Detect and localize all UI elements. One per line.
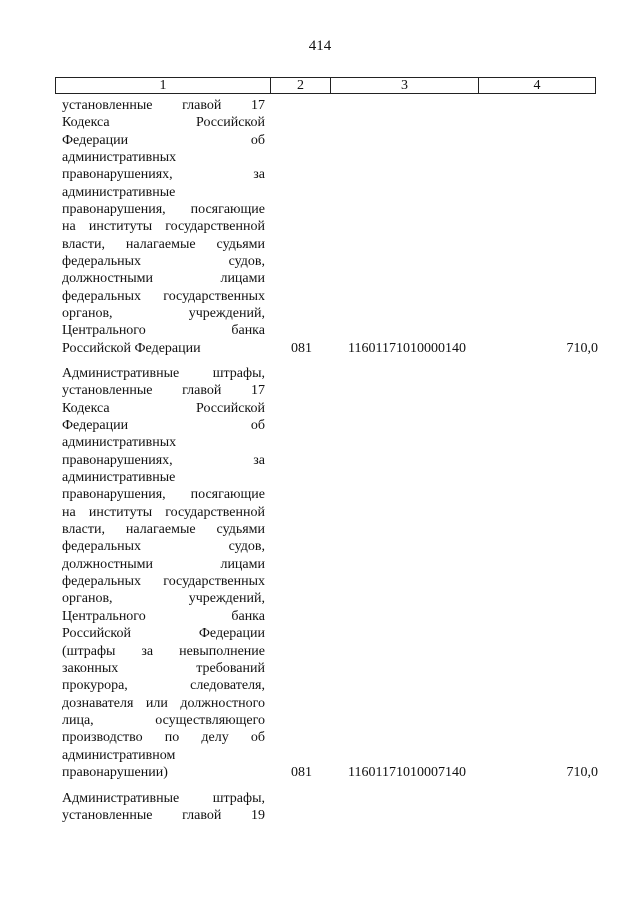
description-line: на институты государственной <box>62 504 265 520</box>
description-line: должностными лицами <box>62 556 265 572</box>
description-line: органов, учреждений, <box>62 591 265 607</box>
description-line: федеральных судов, <box>62 539 265 555</box>
description-line: должностными лицами <box>62 271 265 287</box>
admin-code: 081 <box>291 340 312 356</box>
description-line: Федерации об <box>62 418 265 434</box>
row-description <box>62 365 265 781</box>
table-row <box>62 97 598 357</box>
description-line: установленные главой 17 <box>62 98 265 113</box>
description-line: производство по делу об <box>62 730 265 746</box>
description-line: Административные штрафы, <box>62 366 265 381</box>
description-line: Центрального банка <box>62 608 265 624</box>
description-line: федеральных государственных <box>62 574 265 590</box>
table-row <box>62 790 598 825</box>
description-line: административные <box>62 470 176 486</box>
budget-classification-code: 11601171010000140 <box>348 340 466 356</box>
description-line: правонарушении) <box>62 764 168 780</box>
description-line: дознавателя или должностного <box>62 695 265 711</box>
row-values <box>62 340 598 357</box>
description-line: установленные главой 17 <box>62 383 265 399</box>
description-line: законных требований <box>62 660 265 676</box>
page-number: 414 <box>308 38 332 54</box>
description-line: административные <box>62 184 176 200</box>
table-header-col-3: 3 <box>331 78 479 93</box>
row-description <box>62 97 265 357</box>
table-header-col-4: 4 <box>533 78 541 93</box>
description-line: власти, налагаемые судьями <box>62 522 265 538</box>
description-line: правонарушения, посягающие <box>62 487 265 503</box>
description-line: правонарушения, посягающие <box>62 202 265 218</box>
table-header-row <box>55 77 596 94</box>
row-values <box>62 764 598 781</box>
description-line: административных <box>62 150 177 166</box>
description-line: установленные главой 19 <box>62 808 265 824</box>
description-line: (штрафы за невыполнение <box>62 643 265 659</box>
description-line: на институты государственной <box>62 219 265 235</box>
table-row <box>62 365 598 781</box>
row-description <box>62 790 265 825</box>
description-line: прокурора, следователя, <box>62 678 265 694</box>
description-line: власти, налагаемые судьями <box>62 236 265 252</box>
description-line: Федерации об <box>62 132 265 148</box>
description-line: органов, учреждений, <box>62 306 265 322</box>
description-line: Административные штрафы, <box>62 791 265 806</box>
table-header-col-1: 1 <box>56 78 271 93</box>
description-line: административном <box>62 747 176 763</box>
description-line: Российской Федерации <box>62 626 265 642</box>
admin-code: 081 <box>291 764 312 780</box>
description-line: правонарушениях, за <box>62 452 265 468</box>
amount: 710,0 <box>566 340 598 356</box>
description-line: административных <box>62 435 177 451</box>
description-line: правонарушениях, за <box>62 167 265 183</box>
description-line: Кодекса Российской <box>62 115 265 131</box>
description-line: Российской Федерации <box>62 340 201 356</box>
description-line: федеральных судов, <box>62 254 265 270</box>
description-line: Кодекса Российской <box>62 400 265 416</box>
amount: 710,0 <box>566 764 598 780</box>
table-header-col-2: 2 <box>271 78 331 93</box>
budget-classification-code: 11601171010007140 <box>348 764 466 780</box>
description-line: лица, осуществляющего <box>62 712 265 728</box>
description-line: федеральных государственных <box>62 288 265 304</box>
description-line: Центрального банка <box>62 323 265 339</box>
